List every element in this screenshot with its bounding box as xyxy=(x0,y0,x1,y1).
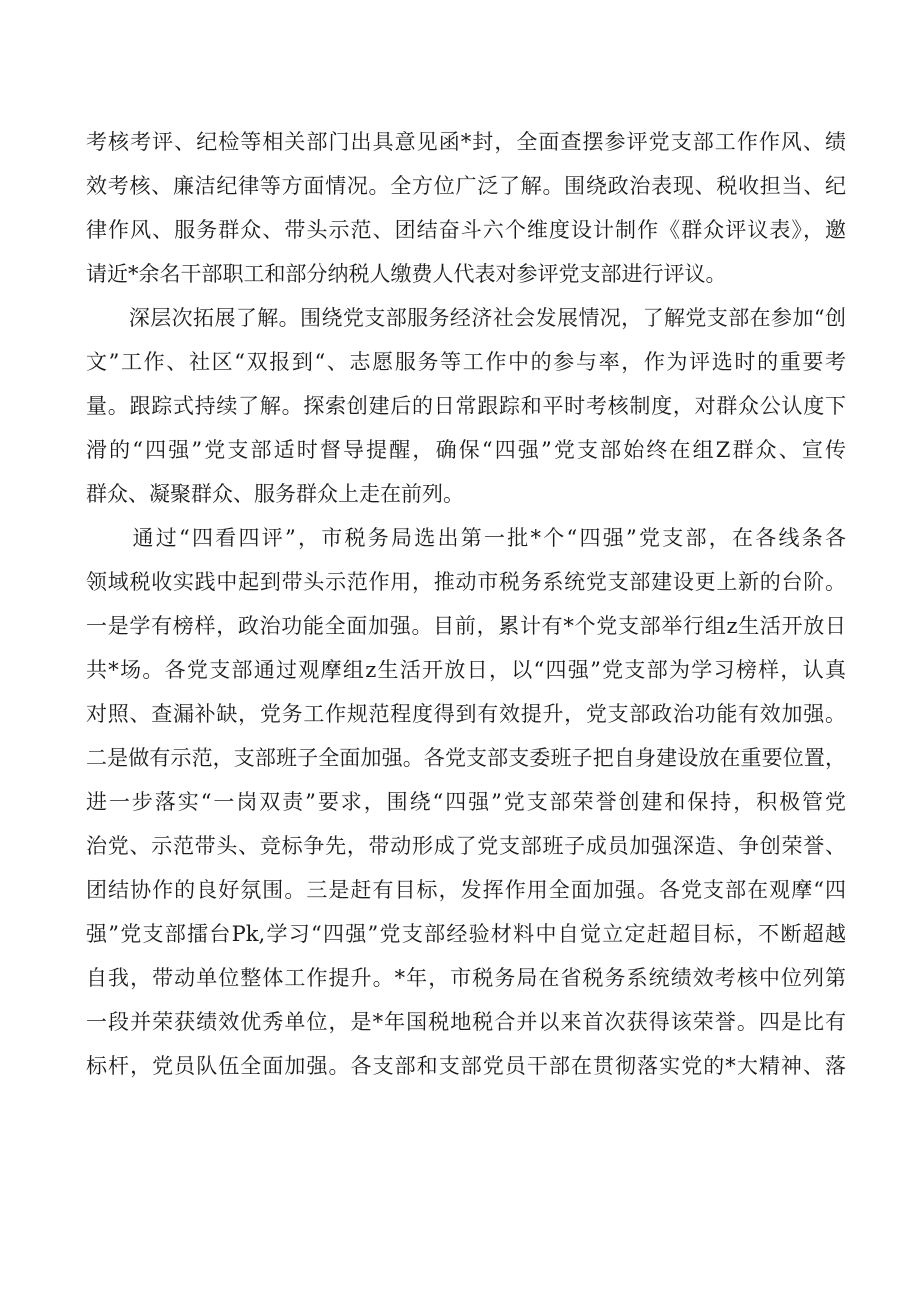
text-line: 量。跟踪式持续了解。探索创建后的日常跟踪和平时考核制度，对群众公认度下 xyxy=(86,394,846,418)
text-line: 效考核、廉洁纪律等方面情况。全方位广泛了解。围绕政治表现、税收担当、纪 xyxy=(86,174,846,198)
text-line: 团结协作的良好氛围。三是赶有目标，发挥作用全面加强。各党支部在观摩“四 xyxy=(86,878,846,902)
text-line: 律作风、服务群众、带头示范、团结奋斗六个维度设计制作《群众评议表》，邀 xyxy=(86,218,846,242)
text-line: 通过“四看四评”，市税务局选出第一批*个“四强”党支部，在各线条各 xyxy=(86,526,846,550)
text-line: 请近*余名干部职工和部分纳税人缴费人代表对参评党支部进行评议。 xyxy=(86,262,727,286)
text-line: 群众、凝聚群众、服务群众上走在前列。 xyxy=(86,482,464,506)
text-line: 深层次拓展了解。围绕党支部服务经济社会发展情况，了解党支部在参加“创 xyxy=(86,306,846,330)
text-line: 考核考评、纪检等相关部门出具意见函*封，全面查摆参评党支部工作作风、绩 xyxy=(86,130,846,154)
text-line: 领域税收实践中起到带头示范作用，推动市税务系统党支部建设更上新的台阶。 xyxy=(86,570,846,594)
text-line: 共*场。各党支部通过观摩组z生活开放日，以“四强”党支部为学习榜样，认真 xyxy=(86,658,846,682)
text-line: 滑的“四强”党支部适时督导提醒，确保“四强”党支部始终在组Z群众、宣传 xyxy=(86,438,846,462)
paragraph-results xyxy=(86,516,846,1088)
document-body xyxy=(86,120,846,1088)
text-line: 一是学有榜样，政治功能全面加强。目前，累计有*个党支部举行组z生活开放日 xyxy=(86,614,846,638)
text-line: 文”工作、社区“双报到“、志愿服务等工作中的参与率，作为评选时的重要考 xyxy=(86,350,846,374)
text-line: 一段并荣获绩效优秀单位，是*年国税地税合并以来首次获得该荣誉。四是比有 xyxy=(86,1010,846,1034)
text-line: 进一步落实“一岗双责”要求，围绕“四强”党支部荣誉创建和保持，积极管党 xyxy=(86,790,846,814)
text-line: 二是做有示范，支部班子全面加强。各党支部支委班子把自身建设放在重要位置， xyxy=(86,746,846,770)
text-line: 治党、示范带头、竞标争先，带动形成了党支部班子成员加强深造、争创荣誉、 xyxy=(86,834,846,858)
text-line: 强”党支部擂台Pk,学习“四强”党支部经验材料中自觉立定赶超目标，不断超越 xyxy=(86,922,846,946)
paragraph-deep-understanding xyxy=(86,296,846,516)
paragraph-evaluation-feedback xyxy=(86,120,846,296)
text-line: 对照、查漏补缺，党务工作规范程度得到有效提升，党支部政治功能有效加强。 xyxy=(86,702,846,726)
text-line: 标杆，党员队伍全面加强。各支部和支部党员干部在贯彻落实党的*大精神、落 xyxy=(86,1054,846,1078)
text-line: 自我，带动单位整体工作提升。*年，市税务局在省税务系统绩效考核中位列第 xyxy=(86,966,846,990)
